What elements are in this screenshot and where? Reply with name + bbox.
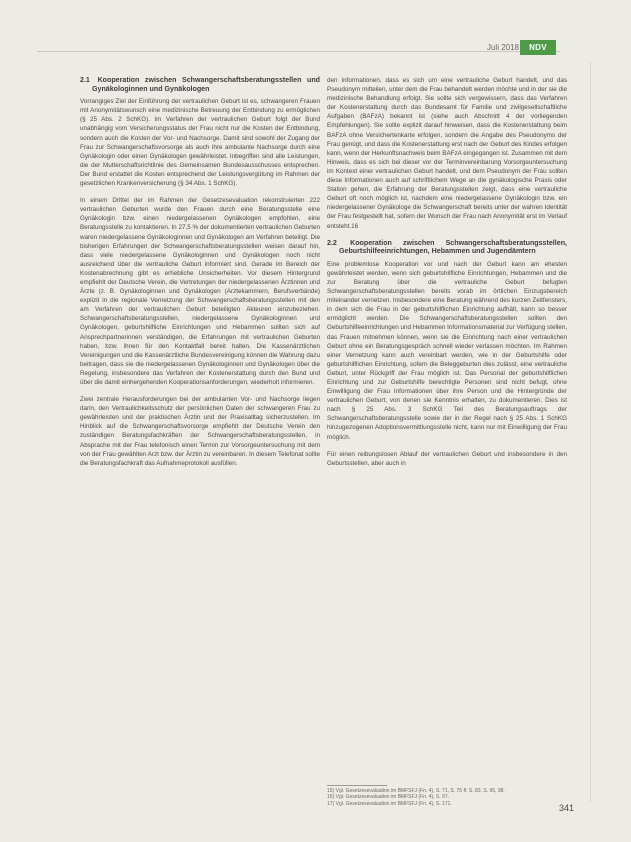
journal-badge: NDV [520, 40, 556, 55]
paragraph: Vorrangiges Ziel der Einführung der vertraulichen Geburt ist es, schwangeren Frauen mit Anonymitätswunsch eine medizinische Betreuung der Entbindung zu ermöglichen (§ 25 Abs. 2 SchKG). Im Verfahren der vertraulichen Geburt folgt der Bund unabhängig vom Versicherungsstatus der Frau nicht nur die Kosten der Entbindung, sondern auch die Kosten der Vor- und Nachsorge. Damit sind sowohl der Zugang der Frau zur Schwangerschaftsvorsorge als auch ihre ambulante Nachsorge durch eine Gynäkologin oder einen Gynäkologen gewährleistet. Inbegriffen sind alle Leistungen, die der Mutterschaftsrichtlinie des Gemeinsamen Bundesausschusses entsprechen. Der Bund erstattet die Kosten entsprechend der Leistungsvergütung im Rahmen der gesetzlichen Krankenversicherung (§ 34 Abs. 1 SchKG). [80, 98, 320, 188]
section-heading-2-2 [327, 239, 567, 256]
header-issue-date: Juli 2018 [486, 43, 519, 52]
margin-divider [590, 62, 591, 802]
section-number: 2.1 [80, 76, 90, 84]
header-rule [37, 51, 560, 52]
footnotes [327, 785, 567, 807]
paragraph: Für einen reibungslosen Ablauf der vertraulichen Geburt und insbesondere in den Geburtsstellen, aber auch in [327, 450, 567, 467]
footnote: 15) Vgl. Gesetzesevaluation im BMFSFJ (Fn. 4), S. 71, S. 75 ff. S. 83, S. 96, 98. [327, 788, 505, 794]
section-title: Kooperation zwischen Schwangerschaftsberatungsstellen, Geburtshilfeeinrichtungen, Hebammen und Jugendämtern [339, 238, 567, 256]
section-title: Kooperation zwischen Schwangerschaftsberatungsstellen und Gynäkologinnen und Gynäkologen [92, 76, 320, 93]
footnote: 16) Vgl. Gesetzesevaluation im BMFSFJ (Fn. 4), S. 97. [327, 794, 449, 801]
paragraph: den Informationen, dass es sich um eine vertrauliche Geburt handelt, und das Pseudonym mitteilen, unter dem die Frau behandelt werden möchte und in der sie die medizinische Behandlung erfolgt. Sie sollte sich vergewissern, dass das Verfahren der Kostenerstattung durch das Bundesamt für Familie und zivilgesellschaftliche Aufgaben (BAFzA) bekannt ist (siehe auch Abschnitt 4 der vorliegenden Empfehlungen). Sie sollte explizit darauf hinweisen, dass die Kostenerstattung beim BAFzA ohne Versichertenkarte erfolgen, sondern die Angabe des Pseudonyms der Frau genügt, und dass die Kostenerstattung erst nach der Geburt des Kindes erfolgen kann, wenn der Herkunftsnachweis beim BAFzA eingegangen ist. Zusammen mit dem Hinweis, dass es sich bei dieser vor der Terminvereinbarung Vorsorgeuntersuchung im Kontext einer vertraulichen Geburt handelt, und dem Pseudonym der Frau sollten diese Informationen auch auf schriftlichem Wege an die gynäkologische Praxis oder Station gehen, die Erfahrung der Beratungsstellen zeigt, dass eine vertrauliche Geburt oft noch möglich ist, nachdem eine niedergelassene Gynäkologin bzw. ein niedergelassener Gynäkologe die Schwangerschaft bereits unter der wahren Identität der Frau festgestellt hat, sofern der Wunsch der Frau nach Anonymität erst im Verlauf entsteht.16 [327, 77, 567, 230]
paragraph: Eine problemlose Kooperation vor und nach der Geburt kann am ehesten gewährleistet werden, wenn sich geburtshilfliche Einrichtungen, Hebammen und die zur Beratung über die vertrauliche Geburt befugten Schwangerschaftsberatungsstellen bereits vorab im örtlichen Einzugsbereich miteinander vernetzen. Insbesondere eine Beratung während des kurzen Zeitfensters, in dem sich die Frau in der geburtshilflichen Einrichtung aufhält, kann so besser ermöglicht werden. Die Schwangerschaftsberatungsstellen sollten den Geburtshilfeeinrichtungen und Hebammen Informationsmaterial zur Verfügung stellen, das Frauen mitnehmen können, wenn sie die Einrichtung nach einer vertraulichen Geburt ohne ein Beratungsgespräch schnell wieder verlassen möchten. Im Rahmen einer Vernetzung kann auch vereinbart werden, wie in der Geburtshilfe oder geburtshilflichen Einrichtung, sofern die Beleggeburten dies zulässt, eine vertrauliche Geburt, unter Rückgriff der Frau möglich ist. Das Personal der geburtshilflichen Einrichtung und zur Geburtshilfe berechtigte Personen sind nicht befugt, ohne Einwilligung der Frau Informationen über ihre Person und die Hintergründe der vertraulichen Geburt, von denen sie Kenntnis erhalten, zu dokumentieren. Dies ist nach § 25 Abs. 3 SchKG Teil des Beratungsauftrags der Schwangerschaftsberatungsstelle sowie der in der Regel nach § 25 Abs. 1 SchKG hinzugezogenen Adoptionsvermittlungsstelle nicht, kann nur mit Einwilligung der Frau möglich. [327, 260, 567, 441]
footnote: 17) Vgl. Gesetzesevaluation im BMFSFJ (Fn. 4), S. 171. [327, 800, 452, 807]
paragraph: Zwei zentrale Herausforderungen bei der ambulanten Vor- und Nachsorge liegen darin, den Vertraulichkeitsschutz der persönlichen Daten der schwangeren Frau zu gewährleisten und der praktischen Ärztin und der Praxisalltag sicherzustellen. Im Hinblick auf die Schwangerschaftsvorsorge empfiehlt der Deutsche Verein den zuständigen Beratungsfachkräften der Schwangerschaftsberatungsstellen, in Absprache mit der Frau telefonisch einen Termin zur Vorsorgeuntersuchung mit dem von der Frau gewählten Arzt bzw. der Ärztin zu vereinbaren. In diesem Telefonat sollte die Beratungsfachkraft das Aufnahmeprotokoll ausfüllen. [80, 396, 320, 467]
left-column [80, 76, 320, 476]
section-number: 2.2 [327, 238, 337, 247]
page-number: 341 [559, 803, 575, 813]
footnote-rule [327, 785, 387, 786]
section-heading-2-1 [80, 76, 320, 93]
right-column [327, 76, 567, 476]
paragraph: In einem Drittel der im Rahmen der Gesetzesevaluation rekonstruierten 222 vertraulichen Geburten wurde den Frauen durch eine Beratungsstelle eine Gynäkologin bzw. einen niedergelassenen Gynäkologen empfohlen, eine Beratungsstelle zu kontaktieren. In 27,5 % der dokumentierten vertraulichen Geburten waren niedergelassene Gynäkologinnen und Gynäkologen am Verfahren beteiligt. Die bisherigen Erfahrungen der Schwangerschaftsberatungsstellen weisen darauf hin, dass viele niedergelassene Gynäkologinnen und Gynäkologen noch nicht ausreichend über die vertrauliche Geburt informiert sind. Gerade im Bereich der Kostenabrechnung gibt es erhebliche Unsicherheiten. Vor diesem Hintergrund empfiehlt der Deutsche Verein, die Vertretungen der niedergelassenen Ärztinnen und Ärzte (z. B. Gynäkologinnen und Gynäkologen (Arztekammern, Berufsverbände) explizit in die regionale Vernetzung der Schwangerschaftsberatungsstellen mit den am Verfahren der vertraulichen Geburt beteiligten Akteuren einzubeziehen. Schwangerschaftsberatungsstellen, niedergelassene Gynäkologinnen und Gynäkologen, geburtshilfliche Einrichtungen und Hebammen sollten sich auf Ansprechpartnerinnen verständigen, die Erfahrungen mit vertraulichen Geburten haben, bzw. ihnen für den Kontaktfall bereit halten. Die Kassenärztlichen Vereinigungen und die Kassenärztliche Bundesvereinigung können die Wahrung dazu beitragen, dass sie die niedergelassenen Gynäkologinnen und Gynäkologen über die Regelung, insbesondere das Verfahren der Kostenerstattung durch den Bund und über die damit einhergehenden Kooperationsanforderungen, wiederholt informieren. [80, 197, 320, 386]
